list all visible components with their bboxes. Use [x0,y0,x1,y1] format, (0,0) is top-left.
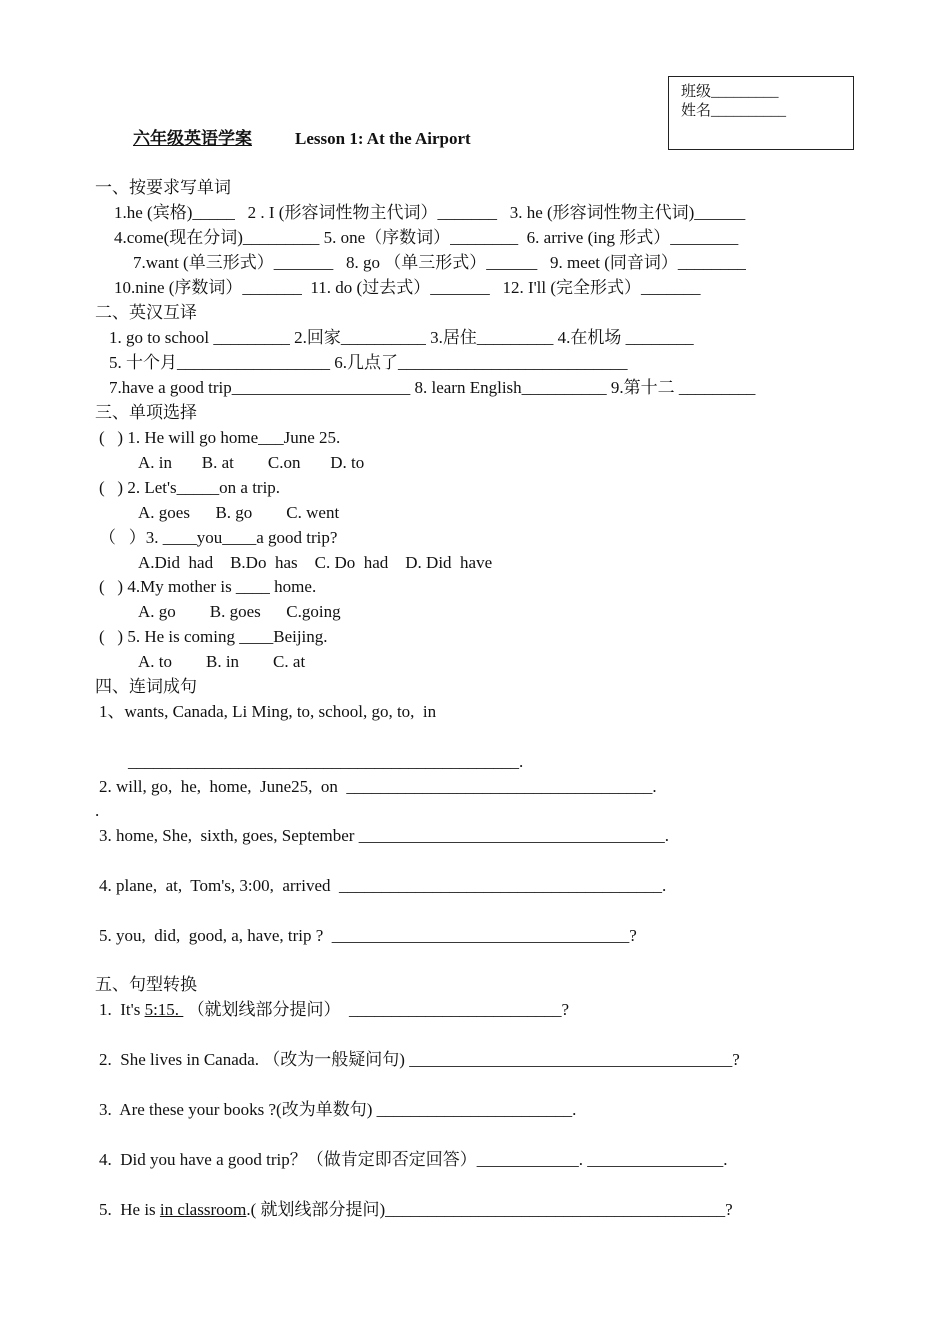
choice-options: A. goes B. go C. went [138,503,340,522]
part2-line: 1. go to school _________ 2.回家__________ 3.居住_________ 4.在机场 ________ [109,328,694,347]
q1-prefix: 1. It's [99,1000,145,1019]
transform-question [99,1000,569,1020]
part2-line: 5. 十个月__________________ 6.几点了___________________________ [109,353,628,372]
part1-line: 1.he (宾格)_____ 2 . I (形容词性物主代词）_______ 3. he (形容词性物主代词)______ [114,203,746,222]
reorder-question: 3. home, She, sixth, goes, September ____________________________________. [99,826,669,845]
transform-question: 3. Are these your books ?(改为单数句) _______________________. [99,1100,577,1119]
reorder-answer-line: ______________________________________________. [128,752,524,771]
name-label: 姓名__________ [681,103,787,119]
choice-options: A. go B. goes C.going [138,602,341,621]
choice-question: （ ）3. ____you____a good trip? [99,528,338,547]
q5-suffix: .( 就划线部分提问)________________________________________? [246,1200,733,1219]
reorder-question: 1、wants, Canada, Li Ming, to, school, go, to, in [99,702,437,721]
section-1-heading: 一、按要求写单词 [95,178,231,197]
choice-question: ( ) 4.My mother is ____ home. [99,577,317,596]
choice-options: A. to B. in C. at [138,652,306,671]
choice-question: ( ) 2. Let's_____on a trip. [99,478,281,497]
class-label: 班级_________ [681,84,779,100]
choice-options: A. in B. at C.on D. to [138,453,365,472]
transform-question: 4. Did you have a good trip？（做肯定即否定回答）____________. ________________. [99,1150,728,1169]
section-4-heading: 四、连词成句 [95,677,197,696]
reorder-question: 4. plane, at, Tom's, 3:00, arrived ______________________________________. [99,876,667,895]
part1-line: 10.nine (序数词）_______ 11. do (过去式）_______ 12. I'll (完全形式）_______ [114,278,701,297]
q1-suffix: （就划线部分提问） _________________________? [183,1000,570,1019]
part1-line: 7.want (单三形式）_______ 8. go （单三形式）______ 9. meet (同音词）________ [133,253,746,272]
part2-line: 7.have a good trip_____________________ 8. learn English__________ 9.第十二 _________ [109,378,756,397]
stray-dot: . [95,801,100,820]
section-3-heading: 三、单项选择 [95,403,197,422]
choice-question: ( ) 1. He will go home___June 25. [99,428,341,447]
choice-question: ( ) 5. He is coming ____Beijing. [99,627,328,646]
reorder-question: 2. will, go, he, home, June25, on ____________________________________. [99,777,657,796]
class-name-box [668,76,854,150]
part1-line: 4.come(现在分词)_________ 5. one（序数词）________ 6. arrive (ing 形式）________ [114,228,739,247]
section-2-heading: 二、英汉互译 [95,303,197,322]
q5-underlined-place: in classroom [159,1200,247,1219]
transform-question: 2. She lives in Canada. （改为一般疑问句) ______________________________________? [99,1050,740,1069]
q1-underlined-time: 5:15. [144,1000,184,1019]
section-5-heading: 五、句型转换 [95,975,197,994]
title-cn: 六年级英语学案 [133,129,252,148]
title-en: Lesson 1: At the Airport [295,129,471,148]
reorder-question: 5. you, did, good, a, have, trip ? ___________________________________? [99,926,637,945]
choice-options: A.Did had B.Do has C. Do had D. Did have [138,553,493,572]
transform-question [99,1200,733,1220]
q5-prefix: 5. He is [99,1200,160,1219]
